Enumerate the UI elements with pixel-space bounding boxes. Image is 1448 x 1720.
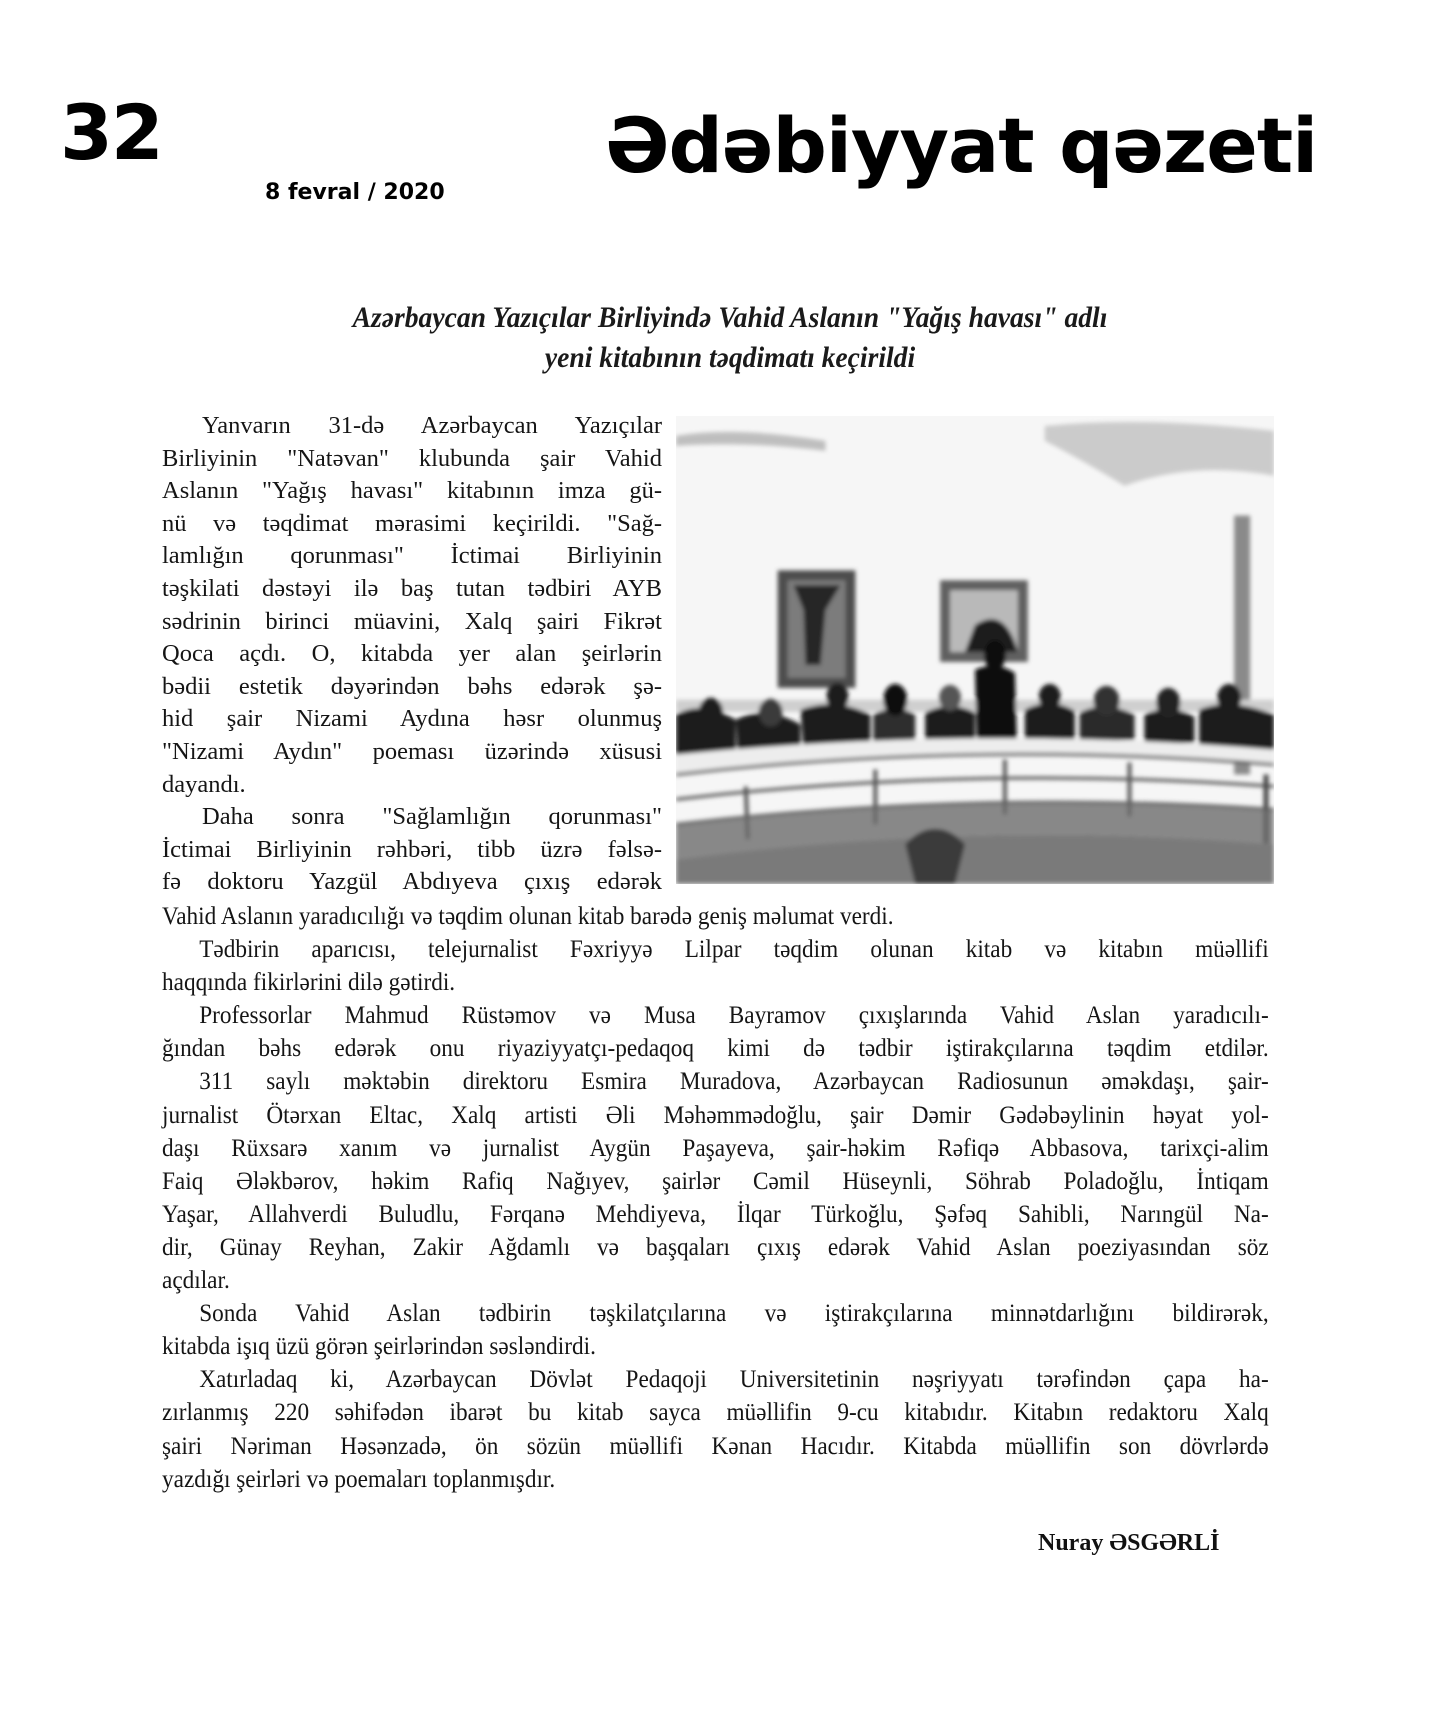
issue-date: 8 fevral / 2020 <box>265 180 445 205</box>
text-line: Birliyinin "Natəvan" klubunda şair Vahid <box>162 444 662 472</box>
article-body-text <box>162 900 1269 1496</box>
article-headline <box>233 298 1227 378</box>
text-line: açdılar. <box>162 1267 230 1295</box>
article-column-text <box>162 410 662 899</box>
event-photo-illustration <box>676 416 1274 884</box>
newspaper-masthead: Ədəbiyyat qəzeti <box>605 101 1318 190</box>
text-line: Vahid Aslanın yaradıcılığı və təqdim olunan kitab barədə geniş məlumat verdi. <box>162 903 894 930</box>
text-line: Yanvarın 31-də Azərbaycan Yazıçılar <box>202 412 662 439</box>
text-line: hid şair Nizami Aydına həsr olunmuş <box>162 705 662 733</box>
text-line: Qoca açdı. O, kitabda yer alan şeirlərin <box>162 640 662 668</box>
text-line: yazdığı şeirləri və poemaları toplanmışdır. <box>162 1465 556 1493</box>
text-line: təşkilati dəstəyi ilə baş tutan tədbiri AYB <box>162 574 662 602</box>
text-line: fə doktoru Yazgül Abdıyeva çıxış edərək <box>162 868 662 896</box>
text-line: Aslanın "Yağış havası" kitabının imza gü- <box>162 477 662 505</box>
text-line: haqqında fikirlərini dilə gətirdi. <box>162 969 456 997</box>
text-line: dayandı. <box>162 770 246 798</box>
author-byline: Nuray ƏSGƏRLİ <box>1038 1530 1220 1556</box>
text-line: Faiq Ələkbərov, həkim Rafiq Nağıyev, şairlər Cəmil Hüseynli, Söhrab Poladoğlu, İntiqam <box>162 1167 1269 1195</box>
text-line: kitabda işıq üzü görən şeirlərindən səsləndirdi. <box>162 1333 596 1361</box>
text-line: daşı Rüxsarə xanım və jurnalist Aygün Paşayeva, şair-həkim Rəfiqə Abbasova, tarixçi-alim <box>162 1134 1269 1162</box>
text-line: Yaşar, Allahverdi Buludlu, Fərqanə Mehdiyeva, İlqar Türkoğlu, Şəfəq Sahibli, Narıngül Na- <box>162 1200 1269 1228</box>
text-line: Tədbirin aparıcısı, telejurnalist Fəxriyyə Lilpar təqdim olunan kitab və kitabın müəllifi <box>199 936 1269 964</box>
text-line: zırlanmış 220 səhifədən ibarət bu kitab sayca müəllifin 9-cu kitabıdır. Kitabın redaktoru Xalq <box>162 1399 1269 1427</box>
headline-line: yeni kitabının təqdimatı keçirildi <box>544 341 916 374</box>
text-line: şairi Nəriman Həsənzadə, ön sözün müəllifi Kənan Hacıdır. Kitabda müəllifin son dövrlərdə <box>162 1432 1269 1460</box>
text-line: dir, Günay Reyhan, Zakir Ağdamlı və başqaları çıxış edərək Vahid Aslan poeziyasından söz <box>162 1233 1269 1261</box>
text-line: İctimai Birliyinin rəhbəri, tibb üzrə fəlsə- <box>162 835 662 863</box>
text-line: Professorlar Mahmud Rüstəmov və Musa Bayramov çıxışlarında Vahid Aslan yaradıcılı- <box>199 1002 1269 1030</box>
text-line: "Nizami Aydın" poeması üzərində xüsusi <box>162 737 662 765</box>
text-line: sədrinin birinci müavini, Xalq şairi Fikrət <box>162 607 662 635</box>
text-line: Xatırladaq ki, Azərbaycan Dövlət Pedaqoji Universitetinin nəşriyyatı tərəfindən çapa ha- <box>199 1366 1269 1394</box>
text-line: bədii estetik dəyərindən bəhs edərək şə- <box>162 672 662 700</box>
text-line: jurnalist Ötərxan Eltac, Xalq artisti Əli Məhəmmədoğlu, şair Dəmir Gədəbəylinin həyat yol- <box>162 1101 1269 1129</box>
page-number: 32 <box>60 88 162 177</box>
text-line: Sonda Vahid Aslan tədbirin təşkilatçılarına və iştirakçılarına minnətdarlığını bildirərək, <box>199 1300 1269 1328</box>
headline-line: Azərbaycan Yazıçılar Birliyində Vahid Aslanın "Yağış havası" adlı <box>352 301 1108 334</box>
article-photo <box>676 416 1274 884</box>
text-line: lamlığın qorunması" İctimai Birliyinin <box>162 542 662 570</box>
text-line: nü və təqdimat mərasimi keçirildi. "Sağ- <box>162 509 662 537</box>
text-line: ğından bəhs edərək onu riyaziyyatçı-pedaqoq kimi də tədbir iştirakçılarına təqdim etdilər. <box>162 1035 1269 1063</box>
text-line: Daha sonra "Sağlamlığın qorunması" <box>202 803 662 831</box>
text-line: 311 saylı məktəbin direktoru Esmira Muradova, Azərbaycan Radiosunun əməkdaşı, şair- <box>199 1068 1269 1096</box>
